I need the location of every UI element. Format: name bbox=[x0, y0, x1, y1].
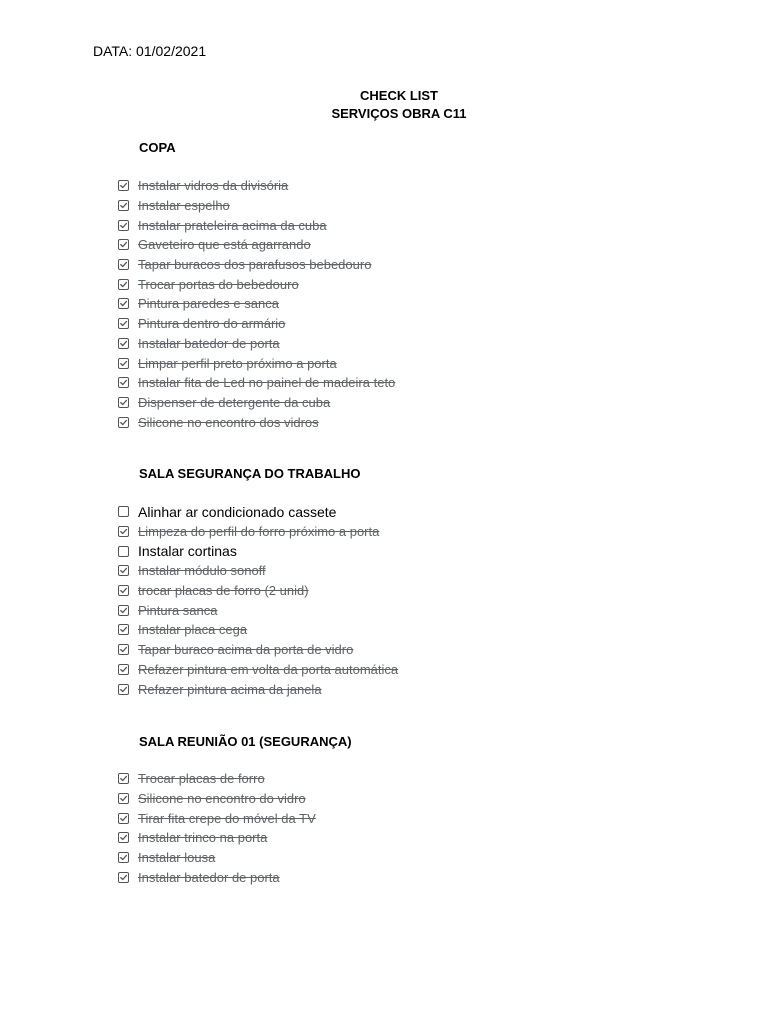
checklist-item-label: Trocar placas de forro bbox=[138, 771, 265, 787]
checkmark-icon bbox=[119, 418, 128, 427]
checkmark-icon bbox=[119, 527, 128, 536]
checkbox-checked-icon[interactable] bbox=[118, 358, 129, 369]
checklist-item-label: Dispenser de detergente da cuba bbox=[138, 394, 331, 410]
checklist-item-label: Tapar buracos dos parafusos bebedouro bbox=[138, 257, 372, 273]
checkmark-icon bbox=[119, 378, 128, 387]
checklist-item-label: Instalar lousa bbox=[138, 850, 216, 866]
checklist-item bbox=[117, 235, 395, 255]
checkmark-icon bbox=[119, 873, 128, 882]
checklist-item bbox=[117, 412, 395, 432]
checklist-item-label: Silicone no encontro do vidro bbox=[138, 791, 306, 807]
checklist-item bbox=[117, 867, 316, 887]
checklist-item-label: trocar placas de forro (2 unid) bbox=[138, 583, 309, 599]
checklist-item-label: Instalar placa cega bbox=[138, 622, 248, 638]
checkbox-checked-icon[interactable] bbox=[118, 318, 129, 329]
checkmark-icon bbox=[119, 685, 128, 694]
checkbox-checked-icon[interactable] bbox=[118, 200, 129, 211]
checkmark-icon bbox=[119, 774, 128, 783]
checklist-item bbox=[117, 789, 316, 809]
checkmark-icon bbox=[119, 319, 128, 328]
checklist-item-label: Instalar batedor de porta bbox=[138, 335, 280, 351]
checkmark-icon bbox=[119, 794, 128, 803]
checkbox-checked-icon[interactable] bbox=[118, 220, 129, 231]
checklist-item bbox=[117, 353, 395, 373]
checkmark-icon bbox=[119, 201, 128, 210]
checklist-item bbox=[117, 314, 395, 334]
section-heading-copa: COPA bbox=[139, 140, 176, 155]
checkmark-icon bbox=[119, 398, 128, 407]
checklist-item bbox=[117, 640, 398, 660]
title-line-2: SERVIÇOS OBRA C11 bbox=[331, 106, 467, 121]
checkmark-icon bbox=[119, 181, 128, 190]
checkbox-checked-icon[interactable] bbox=[118, 585, 129, 596]
checkbox-checked-icon[interactable] bbox=[118, 624, 129, 635]
checklist-item-label: Instalar prateleira acima da cuba bbox=[138, 217, 327, 233]
checklist-item-label: Tapar buraco acima da porta de vidro bbox=[138, 642, 354, 658]
checkmark-icon bbox=[119, 586, 128, 595]
checkbox-checked-icon[interactable] bbox=[118, 813, 129, 824]
checklist-item-label: Gaveteiro que está agarrando bbox=[138, 237, 311, 253]
checklist-item bbox=[117, 294, 395, 314]
title-line-1: CHECK LIST bbox=[360, 88, 438, 103]
checkbox-unchecked-icon[interactable] bbox=[118, 506, 129, 517]
checkmark-icon bbox=[119, 853, 128, 862]
checkbox-checked-icon[interactable] bbox=[118, 565, 129, 576]
checkbox-checked-icon[interactable] bbox=[118, 605, 129, 616]
document-title bbox=[0, 87, 768, 123]
checklist-item-label: Refazer pintura acima da janela bbox=[138, 681, 322, 697]
checklist-item-label: Pintura paredes e sanca bbox=[138, 296, 279, 312]
checkmark-icon bbox=[119, 566, 128, 575]
checklist-item bbox=[117, 334, 395, 354]
checklist-item-label: Instalar cortinas bbox=[138, 543, 237, 560]
checkmark-icon bbox=[119, 814, 128, 823]
checkmark-icon bbox=[119, 280, 128, 289]
checkbox-checked-icon[interactable] bbox=[118, 664, 129, 675]
checklist-item bbox=[117, 502, 398, 522]
checklist-item-label: Trocar portas do bebedouro bbox=[138, 276, 299, 292]
checklist-item bbox=[117, 679, 398, 699]
checkmark-icon bbox=[119, 240, 128, 249]
checklist-item-label: Instalar módulo sonoff bbox=[138, 563, 266, 579]
checklist-item-label: Pintura dentro do armário bbox=[138, 316, 286, 332]
checklist-item bbox=[117, 600, 398, 620]
checkbox-checked-icon[interactable] bbox=[118, 684, 129, 695]
checkbox-checked-icon[interactable] bbox=[118, 773, 129, 784]
checkbox-checked-icon[interactable] bbox=[118, 298, 129, 309]
checklist-item bbox=[117, 176, 395, 196]
checkbox-checked-icon[interactable] bbox=[118, 180, 129, 191]
checklist-item bbox=[117, 541, 398, 561]
checkmark-icon bbox=[119, 339, 128, 348]
checklist-item-label: Instalar fita de Led no painel de madeira teto bbox=[138, 375, 396, 391]
checklist-item bbox=[117, 581, 398, 601]
checklist-item-label: Pintura sanca bbox=[138, 602, 218, 618]
checklist-item-label: Limpeza do perfil do forro próximo a porta bbox=[138, 524, 380, 540]
checklist-item-label: Instalar batedor de porta bbox=[138, 869, 280, 885]
document-date: DATA: 01/02/2021 bbox=[93, 43, 207, 59]
checkbox-checked-icon[interactable] bbox=[118, 644, 129, 655]
checklist-item bbox=[117, 196, 395, 216]
checklist-item bbox=[117, 660, 398, 680]
checklist-item bbox=[117, 769, 316, 789]
checkbox-checked-icon[interactable] bbox=[118, 417, 129, 428]
checklist-item-label: Silicone no encontro dos vidros bbox=[138, 414, 319, 430]
checkbox-checked-icon[interactable] bbox=[118, 832, 129, 843]
section-heading-sala-seguranca: SALA SEGURANÇA DO TRABALHO bbox=[139, 466, 361, 481]
checkbox-checked-icon[interactable] bbox=[118, 377, 129, 388]
checkbox-checked-icon[interactable] bbox=[118, 872, 129, 883]
checklist-item bbox=[117, 373, 395, 393]
checklist-item bbox=[117, 828, 316, 848]
checklist-item-label: Instalar vidros da divisória bbox=[138, 178, 289, 194]
checkbox-checked-icon[interactable] bbox=[118, 338, 129, 349]
checklist-item bbox=[117, 215, 395, 235]
checklist-item bbox=[117, 274, 395, 294]
checkmark-icon bbox=[119, 260, 128, 269]
checklist-item bbox=[117, 255, 395, 275]
checkmark-icon bbox=[119, 299, 128, 308]
checkbox-checked-icon[interactable] bbox=[118, 259, 129, 270]
checklist-sala-seguranca bbox=[117, 502, 398, 699]
checklist-item-label: Instalar trinco na porta bbox=[138, 830, 268, 846]
checklist-item bbox=[117, 393, 395, 413]
checklist-item bbox=[117, 561, 398, 581]
checklist-sala-reuniao bbox=[117, 769, 316, 887]
checklist-item-label: Limpar perfil preto próximo a porta bbox=[138, 355, 337, 371]
checkbox-checked-icon[interactable] bbox=[118, 239, 129, 250]
checkmark-icon bbox=[119, 833, 128, 842]
checkmark-icon bbox=[119, 359, 128, 368]
section-heading-sala-reuniao: SALA REUNIÃO 01 (SEGURANÇA) bbox=[139, 734, 352, 749]
checklist-item-label: Instalar espelho bbox=[138, 198, 230, 214]
checklist-item bbox=[117, 808, 316, 828]
checkbox-checked-icon[interactable] bbox=[118, 793, 129, 804]
checkmark-icon bbox=[119, 221, 128, 230]
checkbox-checked-icon[interactable] bbox=[118, 279, 129, 290]
checkbox-checked-icon[interactable] bbox=[118, 397, 129, 408]
checkmark-icon bbox=[119, 606, 128, 615]
checkmark-icon bbox=[119, 645, 128, 654]
checklist-item bbox=[117, 620, 398, 640]
checklist-copa bbox=[117, 176, 395, 432]
checkmark-icon bbox=[119, 625, 128, 634]
checkbox-unchecked-icon[interactable] bbox=[118, 546, 129, 557]
checklist-item bbox=[117, 848, 316, 868]
checklist-item bbox=[117, 522, 398, 542]
checkmark-icon bbox=[119, 665, 128, 674]
checkbox-checked-icon[interactable] bbox=[118, 526, 129, 537]
checklist-item-label: Tirar fita crepe do móvel da TV bbox=[138, 810, 316, 826]
checkbox-checked-icon[interactable] bbox=[118, 852, 129, 863]
checklist-item-label: Refazer pintura em volta da porta automática bbox=[138, 661, 399, 677]
checklist-item-label: Alinhar ar condicionado cassete bbox=[138, 503, 337, 520]
